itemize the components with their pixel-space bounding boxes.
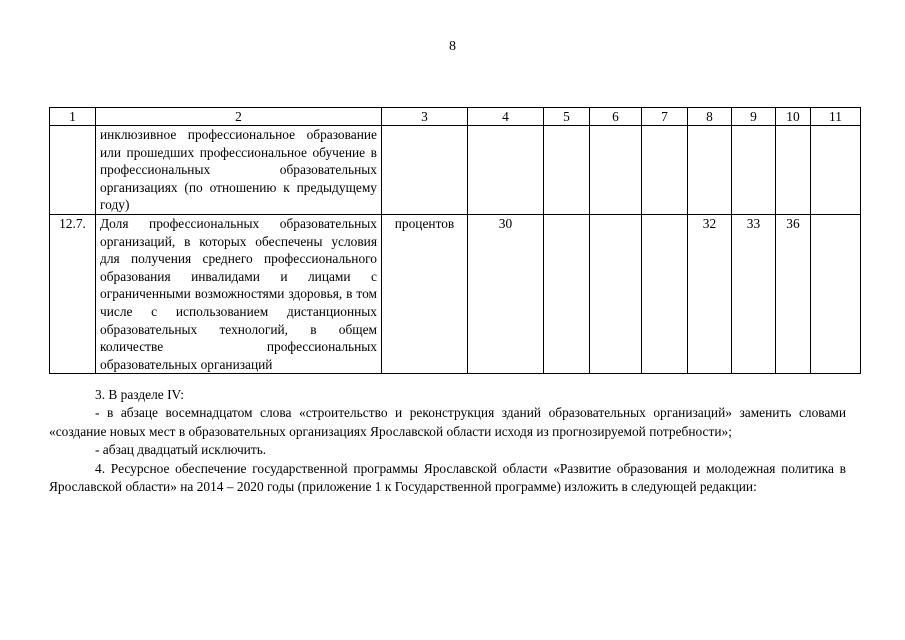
row-number: 12.7. — [50, 214, 96, 373]
indicator-text: инклюзивное профессиональное образование или прошедших профессиональное обучение в профессиональных образовательных организациях (по отношению к предыдущему году) — [96, 126, 382, 215]
column-header: 2 — [96, 108, 382, 126]
value-cell — [642, 126, 688, 215]
paragraph: 3. В разделе IV: — [95, 387, 184, 402]
paragraph: - абзац двадцатый исключить. — [95, 442, 267, 458]
column-header: 6 — [590, 108, 642, 126]
column-header: 1 — [50, 108, 96, 126]
value-cell — [688, 126, 732, 215]
column-header: 8 — [688, 108, 732, 126]
page-number: 8 — [449, 39, 456, 54]
column-header: 7 — [642, 108, 688, 126]
table-row — [50, 126, 861, 215]
value-cell: 36 — [776, 214, 811, 373]
column-header: 3 — [382, 108, 468, 126]
value-cell — [811, 214, 861, 373]
indicator-text: Доля профессиональных образовательных организаций, в которых обеспечены условия для получения среднего профессионального образования инвалидами и лицами с ограниченными возможностями здоровья, в том числе с использованием дистанционных образовательных технологий, в общем количестве профессиональных образовательных организаций — [96, 214, 382, 373]
document-body — [49, 386, 846, 496]
value-cell — [776, 126, 811, 215]
value-cell — [590, 214, 642, 373]
value-cell — [811, 126, 861, 215]
value-cell: 32 — [688, 214, 732, 373]
unit-cell: процентов — [382, 214, 468, 373]
table-header-row — [50, 108, 861, 126]
value-cell — [732, 126, 776, 215]
value-cell — [590, 126, 642, 215]
paragraph: - в абзаце восемнадцатом слова «строительство и реконструкция зданий образовательных организаций» заменить словами «создание новых мест в образовательных организациях Ярославской области исходя из прогнозируемой потребности»; — [49, 405, 846, 439]
column-header: 11 — [811, 108, 861, 126]
unit-cell — [382, 126, 468, 215]
value-cell — [544, 214, 590, 373]
value-cell: 30 — [468, 214, 544, 373]
value-cell — [642, 214, 688, 373]
column-header: 5 — [544, 108, 590, 126]
indicators-table — [49, 107, 861, 374]
value-cell — [544, 126, 590, 215]
column-header: 4 — [468, 108, 544, 126]
value-cell: 33 — [732, 214, 776, 373]
column-header: 10 — [776, 108, 811, 126]
value-cell — [468, 126, 544, 215]
table-row — [50, 214, 861, 373]
paragraph: 4. Ресурсное обеспечение государственной программы Ярославской области «Развитие образования и молодежная политика в Ярославской области» на 2014 – 2020 годы (приложение 1 к Государственной программе) изложить в следующей редакции: — [49, 460, 846, 495]
row-number — [50, 126, 96, 215]
column-header: 9 — [732, 108, 776, 126]
